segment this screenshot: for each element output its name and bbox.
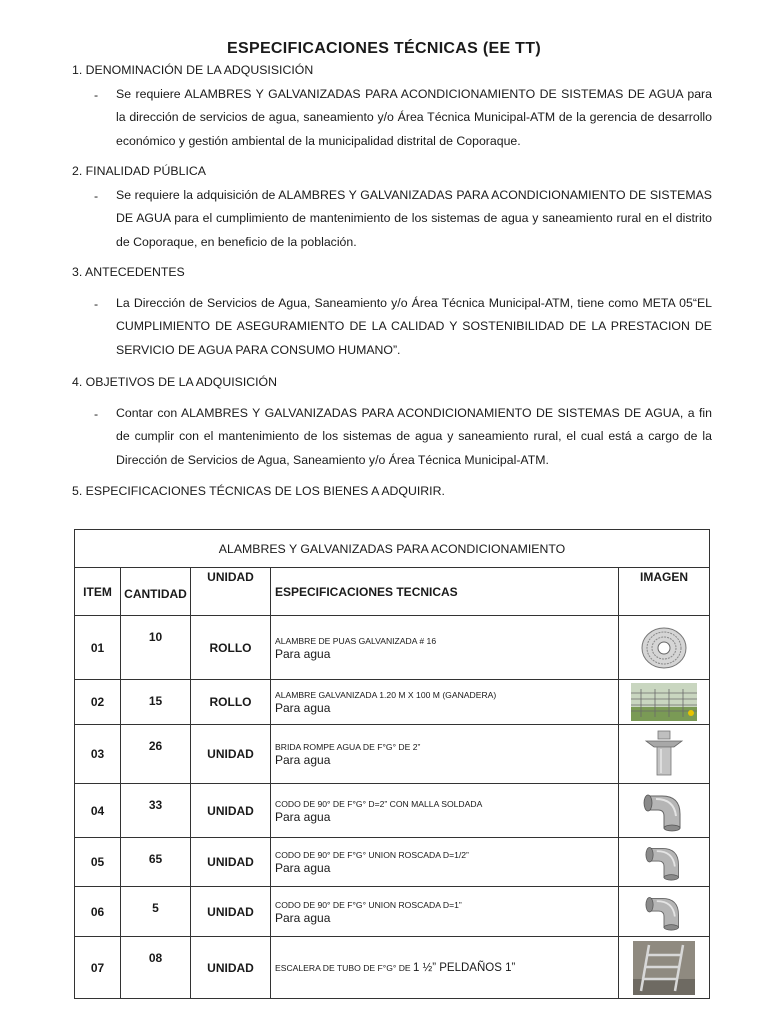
document-title: ESPECIFICACIONES TÉCNICAS (EE TT) <box>227 40 541 57</box>
row-unidad: UNIDAD <box>191 725 271 784</box>
table-row <box>75 725 710 784</box>
row-unidad: UNIDAD <box>191 937 271 999</box>
row-item: 07 <box>75 937 121 999</box>
row-spec-sub: Para agua <box>275 701 331 715</box>
row-spec <box>271 616 619 680</box>
row-spec <box>271 887 619 937</box>
row-spec <box>271 784 619 838</box>
row-unidad: ROLLO <box>191 680 271 725</box>
row-cantidad: 65 <box>121 838 191 887</box>
section-5-heading: 5. ESPECIFICACIONES TÉCNICAS DE LOS BIENES A ADQUIRIR. <box>72 484 445 498</box>
row-unidad: UNIDAD <box>191 838 271 887</box>
row-cantidad: 5 <box>121 887 191 937</box>
specifications-table <box>74 529 710 999</box>
barbed-wire-coil-icon <box>638 624 690 672</box>
row-cantidad: 15 <box>121 680 191 725</box>
section-1-bullet: - <box>94 88 99 102</box>
row-item: 05 <box>75 838 121 887</box>
field-fence-icon <box>631 683 697 721</box>
row-spec-text: ALAMBRE GALVANIZADA 1.20 M X 100 M (GANADERA) <box>275 690 497 700</box>
elbow-fitting-icon <box>642 790 686 832</box>
header-especificaciones: ESPECIFICACIONES TECNICAS <box>271 568 619 616</box>
section-1-text: Se requiere ALAMBRES Y GALVANIZADAS PARA ACONDICIONAMIENTO DE SISTEMAS DE AGUA para la dirección de servicios de agua, saneamiento y/o Área Técnica Municipal-ATM de la gerencia de desarrollo económico y gestión ambiental de la municipalidad distrital de Coporaque. <box>116 87 712 148</box>
header-imagen: IMAGEN <box>619 568 710 616</box>
table-row <box>75 616 710 680</box>
section-2-bullet: - <box>94 189 99 203</box>
row-spec-text: CODO DE 90° DE F°G° D=2” CON MALLA SOLDADA <box>275 798 483 809</box>
puddle-flange-icon <box>644 729 684 779</box>
row-image <box>619 680 710 725</box>
row-spec-text: ESCALERA DE TUBO DE F°G° DE <box>275 962 414 973</box>
elbow-fitting-icon <box>644 893 684 931</box>
section-2-text: Se requiere la adquisición de ALAMBRES Y GALVANIZADAS PARA ACONDICIONAMIENTO DE SISTEMAS DE AGUA para el cumplimiento de mantenimiento de los sistemas de agua y saneamiento rural en el distrito de Coporaque, en beneficio de la población. <box>116 188 712 249</box>
table-row <box>75 937 710 999</box>
table-row <box>75 887 710 937</box>
row-spec-text: CODO DE 90° DE F°G° UNION ROSCADA D=1/2” <box>275 850 469 860</box>
row-image <box>619 937 710 999</box>
row-item: 06 <box>75 887 121 937</box>
row-spec-text: BRIDA ROMPE AGUA DE F°G° DE 2” <box>275 742 421 752</box>
section-4-text: Contar con ALAMBRES Y GALVANIZADAS PARA ACONDICIONAMIENTO DE SISTEMAS DE AGUA, a fin de cumplir con el mantenimiento de los sistemas de agua y saneamiento rural, el cual está a cargo de la Dirección de Servicios de Agua, Saneamiento y/o Área Técnica Municipal-ATM. <box>116 406 712 467</box>
section-4-bullet: - <box>94 407 99 421</box>
row-spec <box>271 680 619 725</box>
row-spec-sub: Para agua <box>275 646 331 661</box>
elbow-fitting-icon <box>644 843 684 881</box>
row-spec-text: ALAMBRE DE PUAS GALVANIZADA # 16 <box>275 635 437 646</box>
row-item: 04 <box>75 784 121 838</box>
row-unidad: UNIDAD <box>191 784 271 838</box>
table-row <box>75 680 710 725</box>
row-spec-sub: Para agua <box>275 910 331 925</box>
row-unidad: ROLLO <box>191 616 271 680</box>
row-spec-sub: Para agua <box>275 861 331 875</box>
section-3-text: La Dirección de Servicios de Agua, Saneamiento y/o Área Técnica Municipal-ATM, tiene como META 05“EL CUMPLIMIENTO DE ASEGURAMIENTO DE LA CALIDAD Y SOSTENIBILIDAD DE LA PRESTACION DE SERVICIO DE AGUA PARA CONSUMO HUMANO”. <box>116 296 712 357</box>
table-row <box>75 784 710 838</box>
row-image <box>619 887 710 937</box>
header-unidad: UNIDAD <box>191 568 271 616</box>
row-spec-sub: Para agua <box>275 809 331 824</box>
row-image <box>619 838 710 887</box>
row-spec-sub: Para agua <box>275 753 331 767</box>
table-row <box>75 838 710 887</box>
section-1-heading: 1. DENOMINACIÓN DE LA ADQUSISICIÓN <box>72 63 314 77</box>
row-spec <box>271 725 619 784</box>
header-item: ITEM <box>75 568 121 616</box>
row-cantidad: 10 <box>121 616 191 680</box>
pipe-ladder-icon <box>633 941 695 995</box>
row-item: 02 <box>75 680 121 725</box>
row-unidad: UNIDAD <box>191 887 271 937</box>
row-cantidad: 33 <box>121 784 191 838</box>
row-image <box>619 784 710 838</box>
row-item: 03 <box>75 725 121 784</box>
section-3-bullet: - <box>94 297 99 311</box>
row-spec <box>271 838 619 887</box>
row-spec-size: 1 ½” PELDAÑOS 1” <box>413 961 516 974</box>
row-cantidad: 26 <box>121 725 191 784</box>
header-cantidad: CANTIDAD <box>121 568 191 616</box>
row-spec <box>271 937 619 999</box>
section-2-heading: 2. FINALIDAD PÚBLICA <box>72 164 206 178</box>
row-cantidad: 08 <box>121 937 191 999</box>
row-spec-text: CODO DE 90° DE F°G° UNION ROSCADA D=1” <box>275 899 462 910</box>
row-item: 01 <box>75 616 121 680</box>
table-header-row <box>75 568 710 616</box>
section-3-heading: 3. ANTECEDENTES <box>72 265 185 279</box>
section-4-heading: 4. OBJETIVOS DE LA ADQUISICIÓN <box>72 375 278 389</box>
row-image <box>619 616 710 680</box>
row-image <box>619 725 710 784</box>
table-caption: ALAMBRES Y GALVANIZADAS PARA ACONDICIONAMIENTO <box>75 530 710 568</box>
